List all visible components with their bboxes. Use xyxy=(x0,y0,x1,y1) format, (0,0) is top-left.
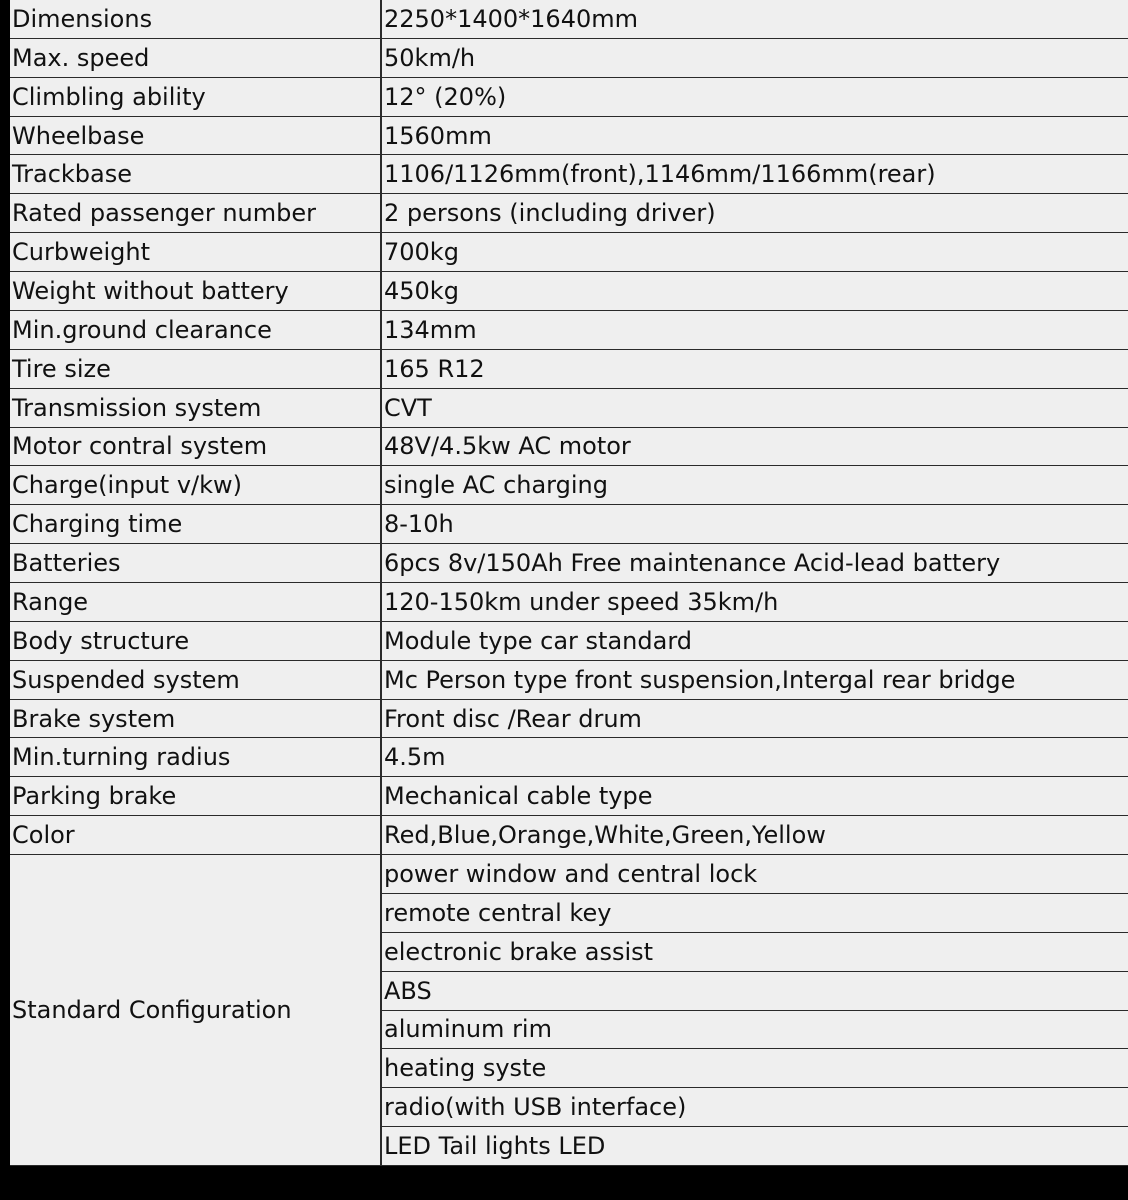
spec-value: 120-150km under speed 35km/h xyxy=(382,583,1128,622)
spec-label: Min.turning radius xyxy=(10,738,382,777)
spec-table xyxy=(10,0,1128,1166)
spec-label: Charging time xyxy=(10,505,382,544)
config-item: LED Tail lights LED xyxy=(382,1127,1128,1166)
spec-value: 1560mm xyxy=(382,117,1128,156)
spec-value: single AC charging xyxy=(382,466,1128,505)
spec-value: 48V/4.5kw AC motor xyxy=(382,428,1128,467)
spec-label: Curbweight xyxy=(10,233,382,272)
spec-label: Batteries xyxy=(10,544,382,583)
config-item: ABS xyxy=(382,972,1128,1011)
config-item: heating syste xyxy=(382,1049,1128,1088)
spec-value: 12° (20%) xyxy=(382,78,1128,117)
spec-value: CVT xyxy=(382,389,1128,428)
spec-label: Trackbase xyxy=(10,155,382,194)
spec-value: 700kg xyxy=(382,233,1128,272)
spec-label: Tire size xyxy=(10,350,382,389)
spec-value: 50km/h xyxy=(382,39,1128,78)
spec-label: Transmission system xyxy=(10,389,382,428)
spec-label: Suspended system xyxy=(10,661,382,700)
spec-label: Parking brake xyxy=(10,777,382,816)
spec-value: 450kg xyxy=(382,272,1128,311)
spec-value: 4.5m xyxy=(382,738,1128,777)
spec-label: Min.ground clearance xyxy=(10,311,382,350)
spec-label: Color xyxy=(10,816,382,855)
spec-label: Weight without battery xyxy=(10,272,382,311)
config-item: power window and central lock xyxy=(382,855,1128,894)
spec-label: Dimensions xyxy=(10,0,382,39)
spec-label: Brake system xyxy=(10,700,382,739)
spec-label: Max. speed xyxy=(10,39,382,78)
config-item: remote central key xyxy=(382,894,1128,933)
spec-label: Range xyxy=(10,583,382,622)
spec-value: Mc Person type front suspension,Intergal rear bridge xyxy=(382,661,1128,700)
spec-value: 2250*1400*1640mm xyxy=(382,0,1128,39)
spec-label: Body structure xyxy=(10,622,382,661)
config-item: radio(with USB interface) xyxy=(382,1088,1128,1127)
spec-value: 1106/1126mm(front),1146mm/1166mm(rear) xyxy=(382,155,1128,194)
spec-value: 2 persons (including driver) xyxy=(382,194,1128,233)
spec-value: Red,Blue,Orange,White,Green,Yellow xyxy=(382,816,1128,855)
spec-value: 6pcs 8v/150Ah Free maintenance Acid-lead battery xyxy=(382,544,1128,583)
spec-value: 165 R12 xyxy=(382,350,1128,389)
spec-label: Wheelbase xyxy=(10,117,382,156)
spec-value: Module type car standard xyxy=(382,622,1128,661)
spec-value: 134mm xyxy=(382,311,1128,350)
spec-label: Rated passenger number xyxy=(10,194,382,233)
config-item: aluminum rim xyxy=(382,1011,1128,1050)
spec-value: Mechanical cable type xyxy=(382,777,1128,816)
spec-label: Charge(input v/kw) xyxy=(10,466,382,505)
spec-label: Motor contral system xyxy=(10,428,382,467)
standard-configuration-label: Standard Configuration xyxy=(10,855,382,1166)
spec-value: 8-10h xyxy=(382,505,1128,544)
spec-label: Climbling ability xyxy=(10,78,382,117)
config-item: electronic brake assist xyxy=(382,933,1128,972)
spec-value: Front disc /Rear drum xyxy=(382,700,1128,739)
